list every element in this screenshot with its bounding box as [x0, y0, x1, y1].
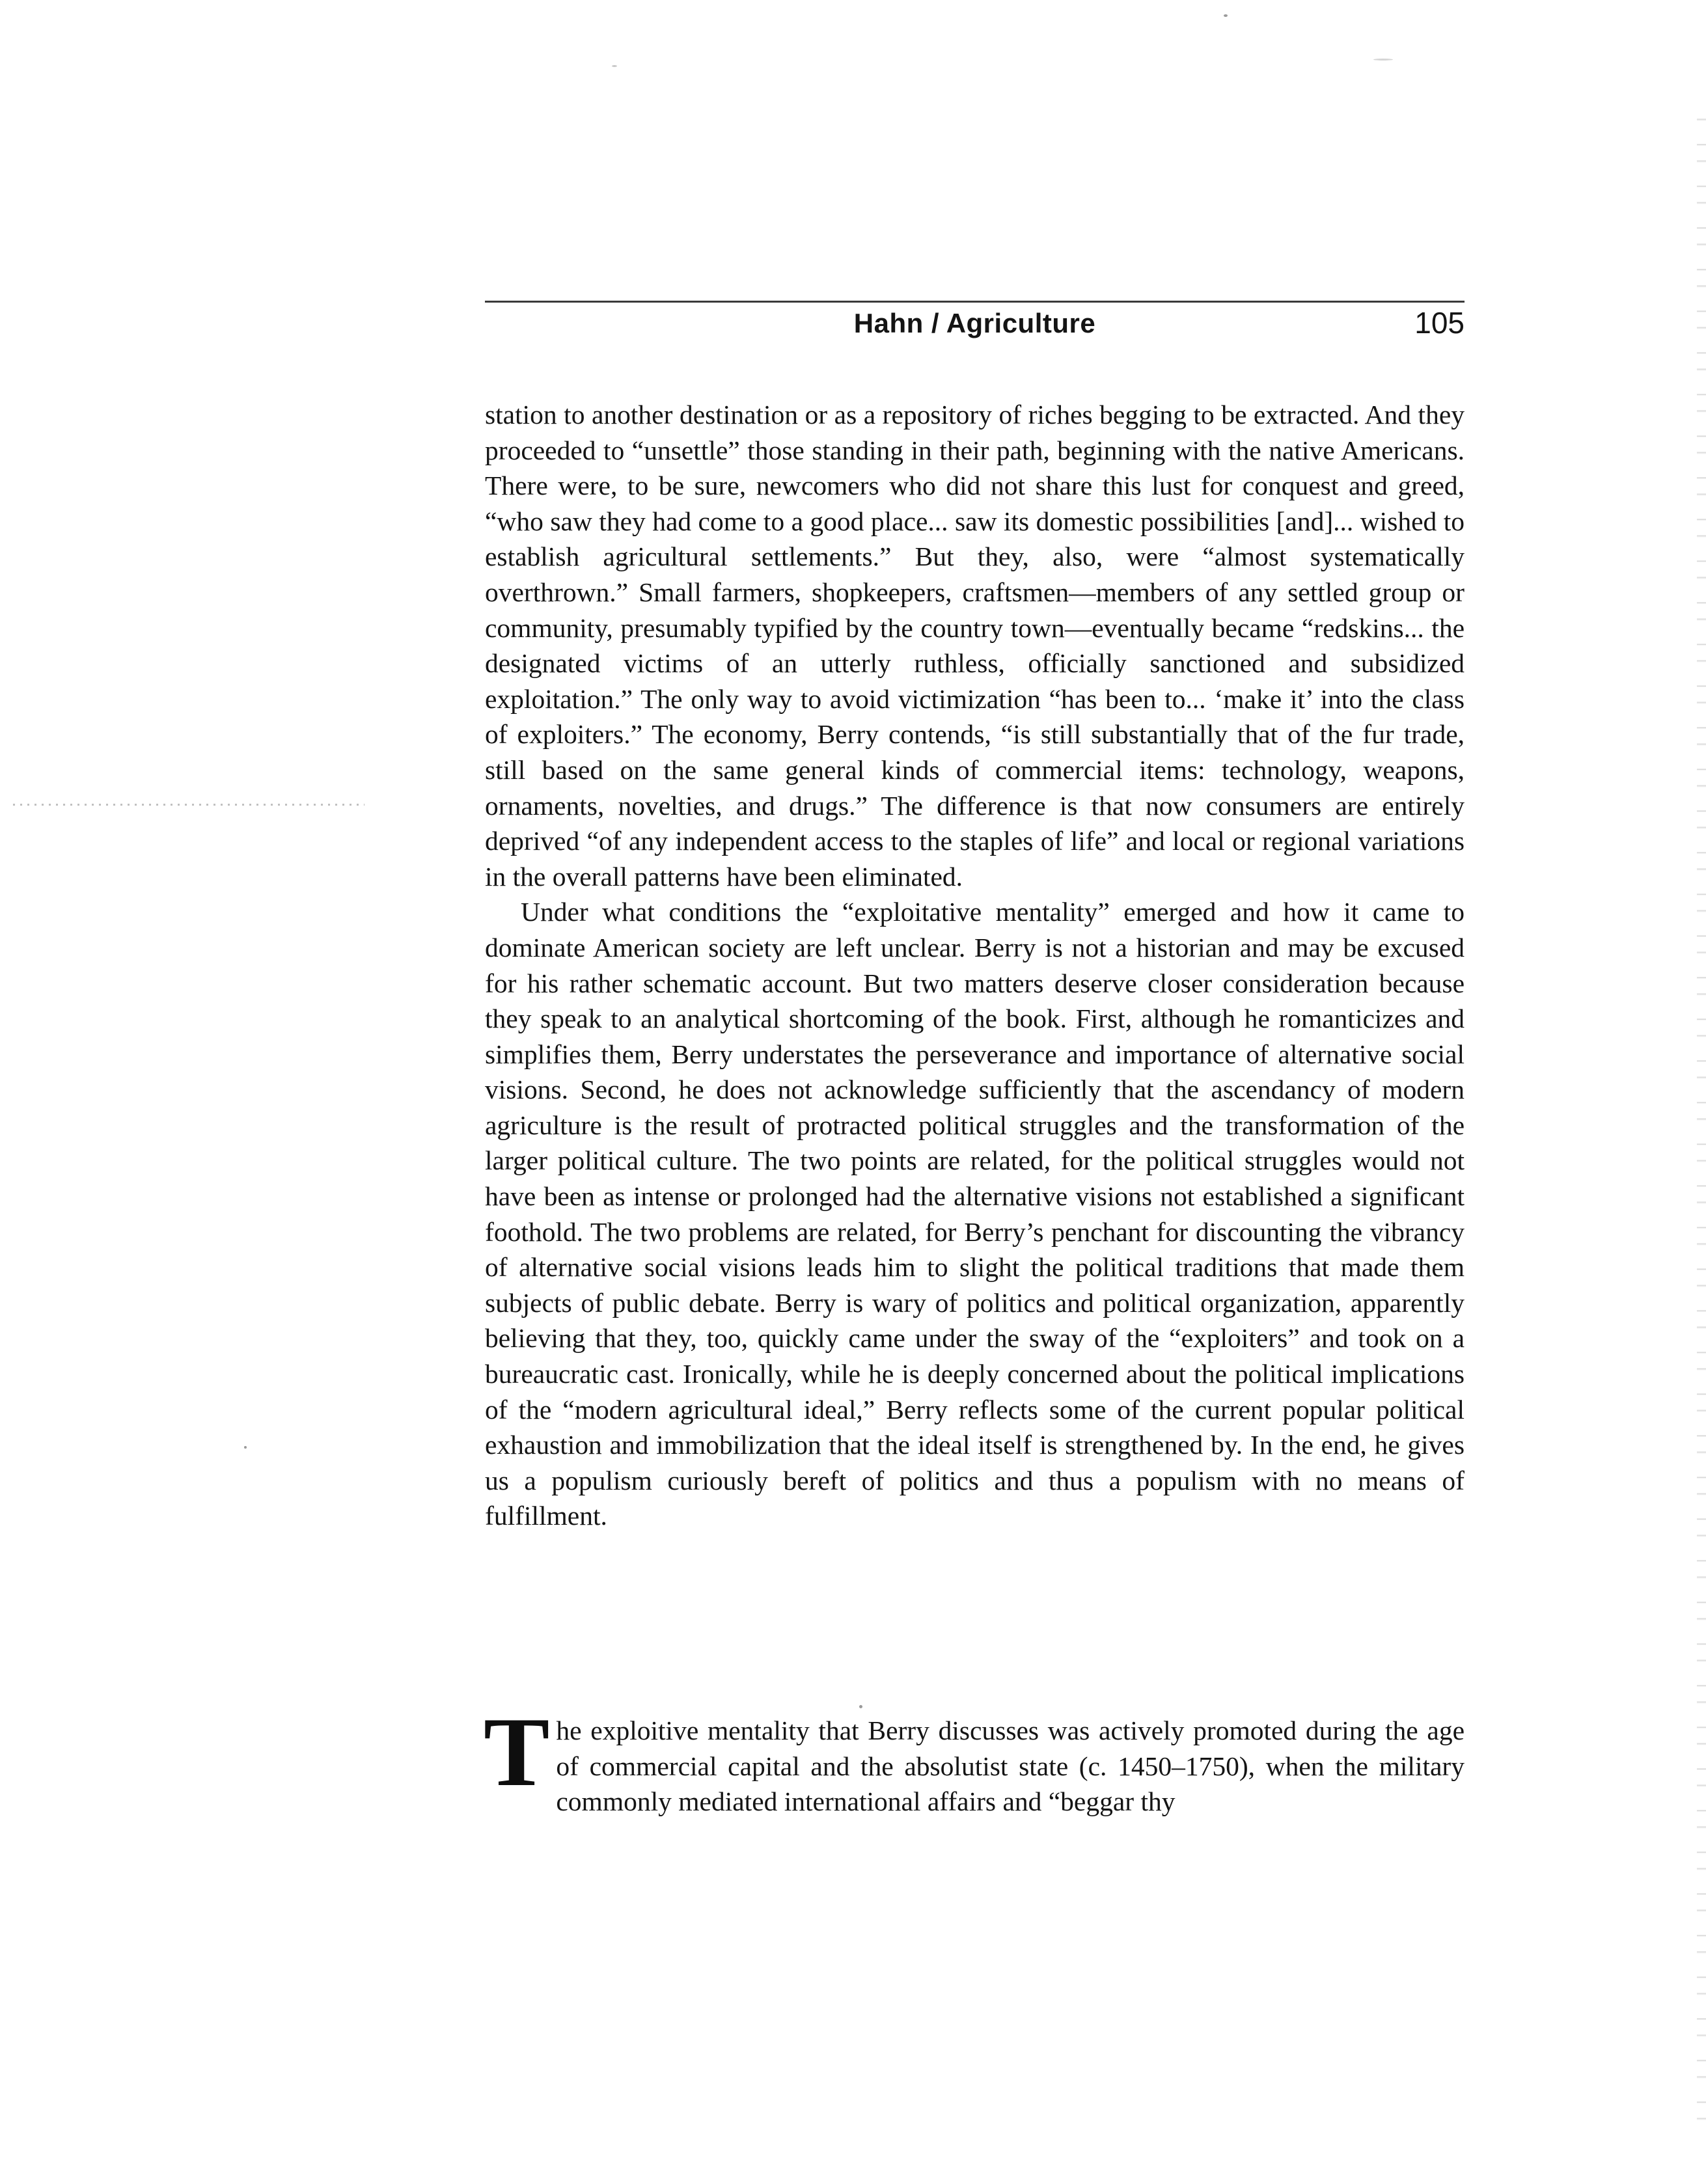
scan-speck: [1224, 14, 1228, 17]
page-number: 105: [1414, 306, 1465, 340]
scan-speck: [1373, 59, 1393, 61]
drop-cap: T: [484, 1697, 550, 1807]
section-opening: [484, 1697, 1465, 1820]
body-text: [485, 397, 1465, 1534]
scan-speck: [859, 1705, 862, 1708]
paragraph-continued: station to another destination or as a repository of riches begging to be extracted. And they proceeded to “unsettle” those standing in their path, beginning with the native Americans. There were, to be sure, newcomers who did not share this lust for conquest and greed, “who saw they had come to a good place... saw its domestic possibilities [and]... wished to establish agricultural settlements.” But they, also, were “almost systematically overthrown.” Small farmers, shopkeepers, craftsmen—members of any settled group or community, presumably typified by the country town—eventually became “redskins... the designated victims of an utterly ruthless, officially sanctioned and subsidized exploitation.” The only way to avoid victimization “has been to... ‘make it’ into the class of exploiters.” The economy, Berry contends, “is still substantially that of the fur trade, still based on the same general kinds of commercial items: technology, weapons, ornaments, novelties, and drugs.” The difference is that now consumers are entirely deprived “of any independent access to the staples of life” and local or regional variations in the overall patterns have been eliminated.: [485, 400, 1465, 892]
scan-dotted-artifact: [13, 804, 365, 806]
scan-speck: [244, 1446, 247, 1449]
paragraph: Under what conditions the “exploitative mentality” emerged and how it came to dominate American society are left unclear. Berry is not a historian and may be excused for his rather schematic account. But two matters deserve closer consideration because they speak to an analytical shortcoming of the book. First, although he romanticizes and simplifies them, Berry understates the perseverance and importance of alternative social visions. Second, he does not acknowledge sufficiently that the ascendancy of modern agriculture is the result of protracted political struggles and the transformation of the larger political culture. The two points are related, for the political struggles would not have been as intense or prolonged had the alternative visions not established a significant foothold. The two problems are related, for Berry’s penchant for discounting the vibrancy of alternative social visions leads him to slight the political traditions that made them subjects of public debate. Berry is wary of politics and political organization, apparently believing that they, too, quickly came under the sway of the “exploiters” and took on a bureaucratic cast. Ironically, while he is deeply concerned about the political implications of the “modern agricultural ideal,” Berry reflects some of the current popular political exhaustion and immobilization that the ideal itself is strengthened by. In the end, he gives us a populism curiously bereft of politics and thus a populism with no means of fulfillment.: [485, 897, 1465, 1531]
running-head: [485, 301, 1465, 344]
scan-speck: [612, 65, 617, 67]
section-opening-paragraph: [484, 1697, 1465, 1820]
running-head-title: Hahn / Agriculture: [853, 308, 1096, 338]
scan-edge-noise: [1697, 104, 1706, 2122]
section-opening-text: he exploitive mentality that Berry discusses was actively promoted during the age of commercial capital and the absolutist state (c. 1450–1750), when the military commonly mediated international affairs and “beggar thy: [556, 1715, 1465, 1817]
